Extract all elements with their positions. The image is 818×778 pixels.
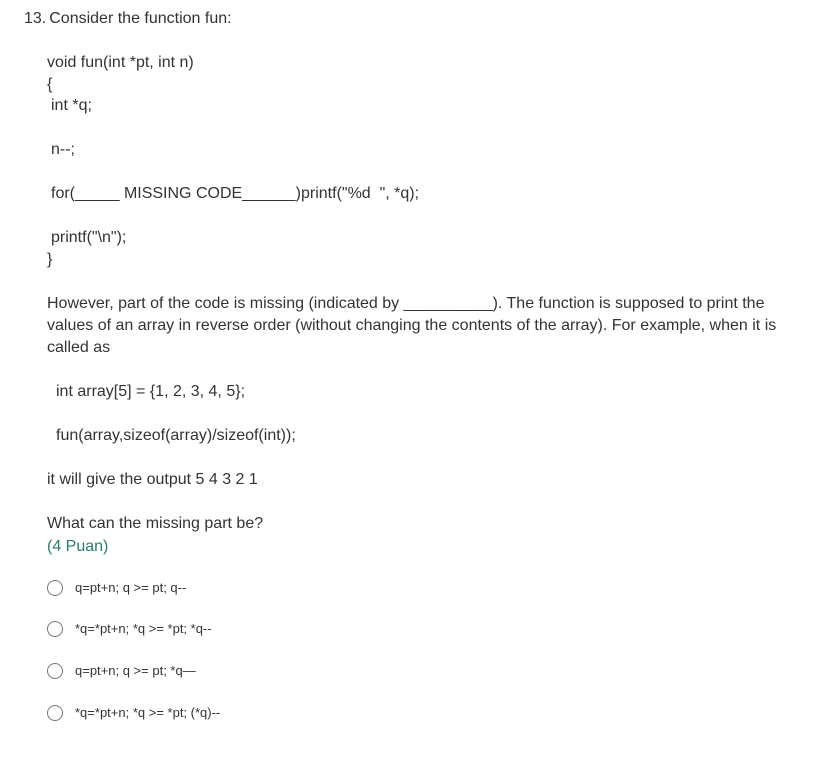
answer-option-3[interactable] xyxy=(47,663,196,679)
option-label: *q=*pt+n; *q >= *pt; (*q)-- xyxy=(75,705,221,720)
radio-button[interactable] xyxy=(47,663,63,679)
code-close-brace: } xyxy=(47,251,53,268)
radio-button[interactable] xyxy=(47,621,63,637)
answer-option-2[interactable] xyxy=(47,621,212,637)
question-description: However, part of the code is missing (indicated by __________). The function is supposed to print the values of an array in reverse order (without changing the contents of the array). For example, when it is called as xyxy=(47,295,777,356)
question-title xyxy=(24,9,232,29)
example-array-line: int array[5] = {1, 2, 3, 4, 5}; xyxy=(56,383,246,400)
code-declaration: int *q; xyxy=(51,97,92,114)
question-text: Consider the function fun: xyxy=(49,10,232,27)
answer-option-4[interactable] xyxy=(47,705,220,721)
code-open-brace: { xyxy=(47,76,53,93)
option-label: q=pt+n; q >= pt; q-- xyxy=(75,580,187,595)
code-for-missing: for(_____ MISSING CODE______) xyxy=(51,185,301,202)
radio-button[interactable] xyxy=(47,705,63,721)
code-for-printf: printf("%d ", *q); xyxy=(301,185,420,202)
question-number: 13. xyxy=(24,10,47,27)
option-label: *q=*pt+n; *q >= *pt; *q-- xyxy=(75,621,212,636)
points-label: (4 Puan) xyxy=(47,538,109,555)
code-printf-newline: printf("\n"); xyxy=(51,229,127,246)
code-decrement: n--; xyxy=(51,141,75,158)
radio-button[interactable] xyxy=(47,580,63,596)
example-call-line: fun(array,sizeof(array)/sizeof(int)); xyxy=(56,427,296,444)
option-label: q=pt+n; q >= pt; *q— xyxy=(75,663,196,678)
code-signature: void fun(int *pt, int n) xyxy=(47,54,194,71)
output-text: it will give the output 5 4 3 2 1 xyxy=(47,471,258,488)
answer-option-1[interactable] xyxy=(47,580,186,596)
question-prompt: What can the missing part be? xyxy=(47,515,264,532)
